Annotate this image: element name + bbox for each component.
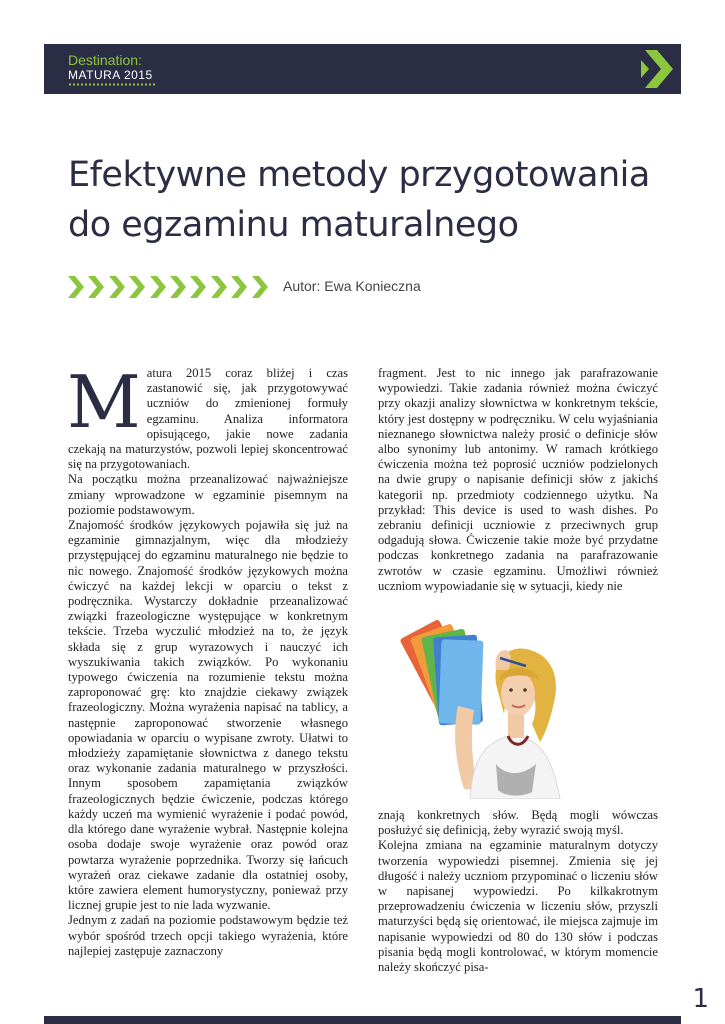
chevron-right-icon	[170, 276, 186, 298]
article-title-line-2: do egzaminu maturalnego	[68, 205, 519, 245]
chevron-right-icon	[211, 276, 227, 298]
chevron-decoration-row	[68, 276, 272, 298]
chevron-right-icon	[231, 276, 247, 298]
chevron-right-icon	[88, 276, 104, 298]
brand-line-1: Destination:	[68, 52, 142, 68]
article-title	[68, 150, 688, 250]
article-column-right-top	[378, 366, 658, 606]
brand-line-2: MATURA 2015	[68, 68, 153, 82]
article-column-left	[67, 360, 348, 976]
brand-dotted-underline	[68, 83, 156, 86]
article-author: Autor: Ewa Konieczna	[283, 278, 421, 294]
green-chevron-logo-icon	[641, 50, 673, 88]
chevron-right-icon	[109, 276, 125, 298]
footer-bar	[44, 1016, 681, 1024]
article-column-right-bottom	[378, 808, 658, 976]
chevron-right-icon	[150, 276, 166, 298]
header-bar	[44, 44, 681, 94]
article-paragraph	[67, 360, 348, 472]
article-title-line-1: Efektywne metody przygotowania	[68, 155, 650, 195]
paragraph-text: atura 2015 coraz bliżej i czas zastanowić się, jak przygotowywać uczniów do zmienionej formuły egzaminu. Analiza informatora opisującego, jakie nowe zadania czekają na maturzystów, pozwoli lepiej skoncentrować się na przygotowaniach.	[68, 366, 348, 472]
article-paragraph: Kolejna zmiana na egzaminie maturalnym dotyczy tworzenia wypowiedzi pisemnej. Zmienia się jej długość i należy uczniom przypominać o liczeniu słów w napisanej wypowiedzi. Po kilkakrotnym przeprowadzeniu ćwiczenia w liczeniu słów, przyszli maturzyści będą się orientować, ile miejsca zajmuje im napisanie wypowiedzi od 80 do 130 słów i podczas pisania będą mogli kontrolować, w którym momencie należy skończyć pisa-	[378, 838, 658, 975]
article-paragraph: Jednym z zadań na poziomie podstawowym będzie też wybór spośród trzech opcji takiego wyrażenia, które najlepiej zastępuje zaznaczony	[68, 913, 348, 958]
chevron-right-icon	[68, 276, 84, 298]
drop-cap: M	[67, 360, 141, 444]
article-paragraph: znają konkretnych słów. Będą mogli wówczas posłużyć się definicją, żeby wyrazić swoją myśl.	[378, 808, 658, 838]
chevron-right-icon	[190, 276, 206, 298]
chevron-right-icon	[129, 276, 145, 298]
article-paragraph: fragment. Jest to nic innego jak parafrazowanie wypowiedzi. Takie zadania również można ćwiczyć przy okazji analizy słownictwa w konkretnym tekście, który jest dostępny w podręczniku. W celu wyjaśniania nieznanego słownictwa należy prosić o definicje słów albo synonimy lub antonimy. W ramach krótkiego ćwiczenia można też poprosić uczniów podzielonych na dwie grupy o napisanie definicji słów z jakichś kategorii np. przedmioty codziennego użytku. Na przykład: This device is used to wash dishes. Po zebraniu definicji uczniowie z przeciwnych grup odgadują słowa. Ćwiczenie takie może być przydatne podczas konkretnego zadania na parafrazowanie zwrotów w czasie egzaminu. Umożliwi również uczniom wypowiadanie się w sytuacji, kiedy nie	[378, 366, 658, 593]
chevron-right-icon	[252, 276, 268, 298]
article-paragraph: Na początku można przeanalizować najważniejsze zmiany wprowadzone w egzaminie pisemnym na poziomie podstawowym.	[68, 472, 348, 517]
student-with-folders-illustration	[400, 614, 580, 799]
page-number: 1	[692, 984, 709, 1014]
article-paragraph: Znajomość środków językowych pojawiła się już na egzaminie gimnazjalnym, więc dla młodzieży przystępującej do egzaminu maturalnego nie będzie to nic nowego. Znajomość środków językowych można ćwiczyć na każdej lekcji w oparciu o tekst z podręcznika. Wystarczy dokładnie przeanalizować związki frazeologiczne występujące w konkretnym tekście. Trzeba wyczulić młodzież na to, że język składa się z grup wyrazowych i nauczyć ich wyszukiwania takich związków. Po wykonaniu typowego ćwiczenia na rozumienie tekstu można zaproponować grę: kto znajdzie ciekawy związek frazeologiczny. Można wyrażenia napisać na tablicy, a następnie zaproponować stworzenie własnego opowiadania w oparciu o wypisane zwroty. Ułatwi to młodzieży zapamiętanie słownictwa z danego tekstu oraz wykonanie zadania maturalnego w przyszłości. Innym sposobem zapamiętania związków frazeologicznych będzie ćwiczenie, podczas którego każdy uczeń ma wymienić wyrażenie i podać powód, dla którego dane wyrażenie wybrał. Następnie kolejna osoba dodaje swoje wyrażenie oraz powód oraz powtarza wyrażenie poprzednika. Tworzy się łańcuch wyrażeń oraz ciekawe zadanie dla ostatniej osoby, które zawiera element humorystyczny, ponieważ przy licznej grupie jest to nie lada wyzwanie.	[68, 518, 348, 913]
